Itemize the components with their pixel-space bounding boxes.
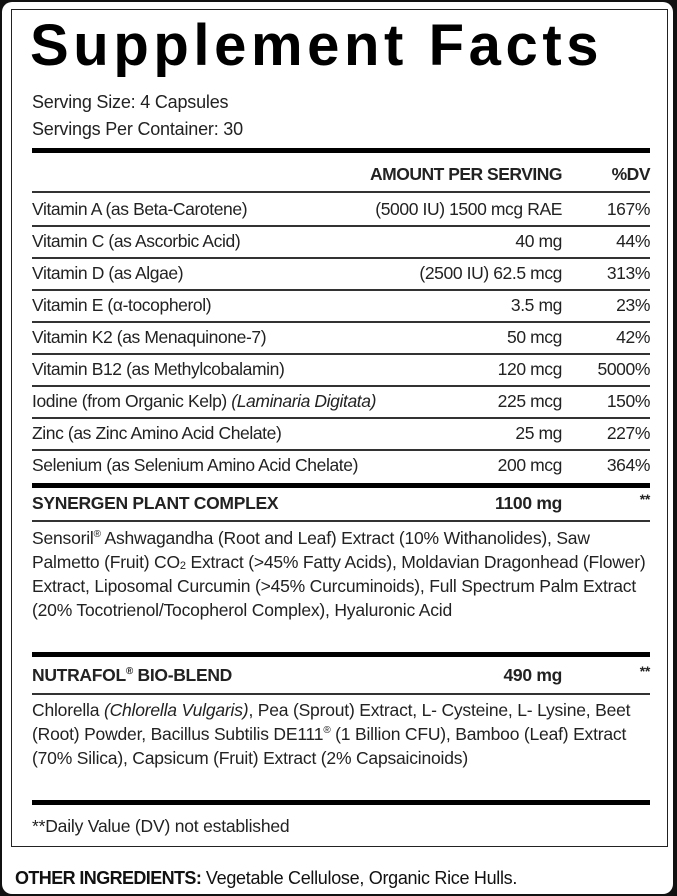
blend-header-nutrafol (32, 660, 650, 690)
blend-name-text: NUTRAFOL (32, 665, 126, 685)
registered-mark: ® (93, 529, 101, 540)
nutrient-row (32, 418, 650, 448)
divider (32, 693, 650, 695)
nutrient-row (32, 226, 650, 256)
nutrient-amount: 200 mcg (497, 455, 562, 475)
nutrient-dv: 167% (606, 199, 650, 219)
registered-mark: ® (323, 725, 331, 736)
nutrient-amount: 40 mg (515, 231, 562, 251)
nutrient-name-italic: (Laminaria Digitata) (231, 391, 376, 411)
nutrient-dv: 42% (616, 327, 650, 347)
nutrient-dv: 23% (616, 295, 650, 315)
nutrient-row (32, 194, 650, 224)
label-panel (2, 2, 673, 894)
text-part: Extract (>45% Fatty Acids), Moldavian Dragonhead (Flower) Extract, Liposomal Curcumin (>45% Curcuminoids), Full Spectrum Palm Extract (20% Tocotrienol/Tocopherol Complex), Hyaluronic Acid (32, 552, 646, 620)
nutrient-row (32, 290, 650, 320)
nutrient-name: Vitamin A (as Beta-Carotene) (32, 199, 248, 219)
page-title: Supplement Facts (30, 13, 604, 78)
text-part: (1 Billion CFU), Bamboo (Leaf) Extract (70% Silica), Capsicum (Fruit) Extract (2% Capsaicinoids) (32, 724, 627, 768)
nutrient-name: Selenium (as Selenium Amino Acid Chelate) (32, 455, 358, 475)
blend-amount: 490 mg (503, 665, 562, 685)
other-ingredients-value: Vegetable Cellulose, Organic Rice Hulls. (201, 868, 518, 888)
nutrient-row (32, 386, 650, 416)
divider-thick (32, 652, 650, 657)
header-dv: %DV (611, 164, 650, 184)
divider (32, 191, 650, 193)
divider-thick (32, 148, 650, 153)
nutrient-dv: 150% (606, 391, 650, 411)
nutrient-name: Zinc (as Zinc Amino Acid Chelate) (32, 423, 282, 443)
blend-name: SYNERGEN PLANT COMPLEX (32, 493, 279, 513)
dv-footnote: **Daily Value (DV) not established (32, 816, 290, 836)
nutrient-dv: 44% (616, 231, 650, 251)
nutrient-row (32, 258, 650, 288)
blend-ingredients-synergen (32, 526, 650, 622)
blend-ingredients-nutrafol (32, 698, 650, 770)
nutrient-name: Vitamin D (as Algae) (32, 263, 184, 283)
nutrient-name-text: Iodine (from Organic Kelp) (32, 391, 227, 411)
blend-name-suffix: BIO-BLEND (132, 665, 232, 685)
text-part: , Pea (Sprout) Extract, L- Cysteine, L- Lysine, Beet (Root) Powder, Bacillus Subtilis DE111 (32, 700, 631, 744)
nutrient-amount: (5000 IU) 1500 mcg RAE (375, 199, 562, 219)
subscript: 2 (179, 560, 186, 572)
serving-size: Serving Size: 4 Capsules (32, 92, 229, 112)
other-ingredients-label: OTHER INGREDIENTS: (15, 868, 202, 888)
nutrient-name: Vitamin K2 (as Menaquinone-7) (32, 327, 267, 347)
blend-amount: 1100 mg (495, 493, 562, 513)
nutrient-row (32, 450, 650, 480)
header-amount: AMOUNT PER SERVING (370, 164, 562, 184)
nutrient-dv: 5000% (597, 359, 650, 379)
nutrient-name: Vitamin E (α-tocopherol) (32, 295, 212, 315)
nutrient-name (32, 386, 376, 416)
servings-per-container: Servings Per Container: 30 (32, 119, 243, 139)
other-ingredients (15, 864, 517, 892)
divider-thick (32, 800, 650, 805)
blend-dv: ** (639, 663, 650, 679)
nutrient-amount: 120 mcg (497, 359, 562, 379)
blend-dv: ** (639, 491, 650, 507)
text-part: Sensoril (32, 528, 94, 548)
text-part-italic: (Chlorella Vulgaris) (103, 700, 249, 720)
nutrient-amount: 3.5 mg (510, 295, 562, 315)
nutrient-dv: 227% (606, 423, 650, 443)
blend-header-synergen (32, 488, 650, 518)
nutrient-amount: 50 mcg (507, 327, 562, 347)
nutrient-name: Vitamin B12 (as Methylcobalamin) (32, 359, 285, 379)
text-part: Chlorella (32, 700, 104, 720)
nutrient-amount: 25 mg (515, 423, 562, 443)
table-header (32, 159, 650, 189)
nutrient-row (32, 354, 650, 384)
nutrient-dv: 313% (606, 263, 650, 283)
nutrient-dv: 364% (606, 455, 650, 475)
nutrient-amount: 225 mcg (497, 391, 562, 411)
divider (32, 520, 650, 522)
nutrient-row (32, 322, 650, 352)
nutrient-name: Vitamin C (as Ascorbic Acid) (32, 231, 241, 251)
nutrient-amount: (2500 IU) 62.5 mcg (419, 263, 562, 283)
blend-name (32, 660, 232, 690)
registered-mark: ® (125, 666, 133, 677)
text-part: Ashwagandha (Root and Leaf) Extract (10% Withanolides), Saw Palmetto (Fruit) CO (32, 528, 590, 572)
